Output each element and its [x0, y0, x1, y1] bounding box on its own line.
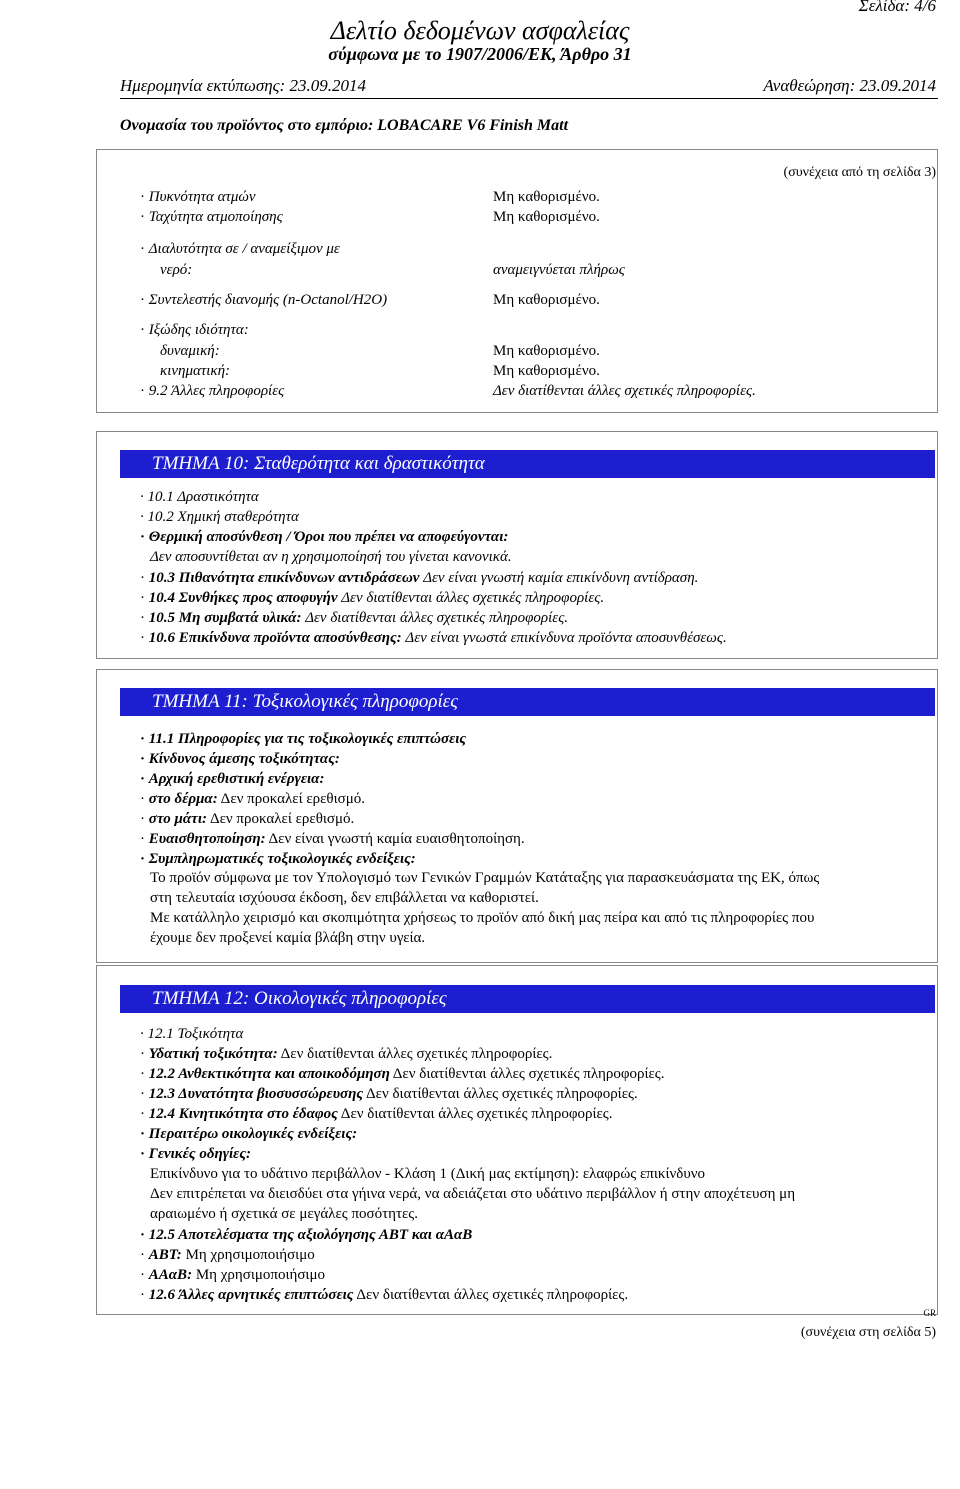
item-label: 12.6 Άλλες αρνητικές επιπτώσεις [148, 1287, 354, 1303]
item-value: Μη χρησιμοποιήσιμο [195, 1267, 326, 1283]
property-label: · Διαλυτότητα σε / αναμείξιμον με [140, 241, 340, 258]
document-subtitle: σύμφωνα με το 1907/2006/ΕΚ, Άρθρο 31 [328, 44, 632, 64]
continued-to: (συνέχεια στη σελίδα 5) [800, 1325, 936, 1340]
item-label: Περαιτέρω οικολογικές ενδείξεις: [148, 1126, 358, 1142]
property-value: Μη καθορισμένο. [493, 292, 600, 308]
print-date: Ημερομηνία εκτύπωσης: 23.09.2014 [120, 76, 366, 95]
list-item: · 10.3 Πιθανότητα επικίνδυνων αντιδράσεων Δεν είναι γνωστή καμία επικίνδυνη αντίδραση. [140, 570, 699, 586]
language-code: GR [923, 1308, 936, 1318]
list-item: · Αρχική ερεθιστική ενέργεια: [140, 771, 325, 787]
item-value: Δεν προκαλεί ερεθισμό. [220, 791, 366, 807]
item-label: 10.5 Μη συμβατά υλικά: [148, 610, 302, 626]
paragraph-line: Επικίνδυνο για το υδάτινο περιβάλλον - Κλάση 1 (Δική μας εκτίμηση): ελαφρώς επικίνδυνο [150, 1166, 706, 1182]
property-label: · Συντελεστής διανομής (n-Octanol/H2O) [140, 292, 387, 309]
section-12-title: ΤΜΗΜΑ 12: Οικολογικές πληροφορίες [152, 988, 447, 1009]
property-value: αναμειγνύεται πλήρως [493, 262, 625, 278]
item-value: Δεν διατίθενται άλλες σχετικές πληροφορίες. [340, 1106, 613, 1122]
property-label: · 9.2 Άλλες πληροφορίες [140, 383, 284, 400]
page-number: Σελίδα: 4/6 [858, 0, 936, 15]
item-label: Κίνδυνος άμεσης τοξικότητας: [148, 751, 340, 767]
list-item: · Γενικές οδηγίες: [140, 1146, 251, 1162]
item-value: Δεν διατίθενται άλλες σχετικές πληροφορίες. [341, 590, 605, 606]
item-label: 10.6 Επικίνδυνα προϊόντα αποσύνθεσης: [148, 630, 402, 646]
item-label: 11.1 Πληροφορίες για τις τοξικολογικές επιπτώσεις [148, 731, 467, 747]
item-label: Θερμική αποσύνθεση / Όροι που πρέπει να αποφεύγονται: [148, 529, 509, 545]
item-label: ΑΑαΒ: [148, 1267, 193, 1283]
list-item: · 10.4 Συνθήκες προς αποφυγήν Δεν διατίθενται άλλες σχετικές πληροφορίες. [140, 590, 605, 606]
item-label: Συμπληρωματικές τοξικολογικές ενδείξεις: [148, 851, 416, 867]
item-label: Γενικές οδηγίες: [148, 1146, 251, 1162]
item-value: Δεν είναι γνωστή καμία επικίνδυνη αντίδραση. [423, 570, 699, 586]
item-text: Δεν αποσυντίθεται αν η χρησιμοποίησή του γίνεται κανονικά. [150, 549, 512, 565]
item-label: 10.4 Συνθήκες προς αποφυγήν [148, 590, 338, 606]
section-10-header [120, 450, 935, 478]
property-value: Μη καθορισμένο. [493, 343, 600, 359]
item-label: 10.3 Πιθανότητα επικίνδυνων αντιδράσεων [148, 570, 420, 586]
header-divider [120, 98, 938, 99]
item-label: Αρχική ερεθιστική ενέργεια: [148, 771, 325, 787]
list-item: · 12.6 Άλλες αρνητικές επιπτώσεις Δεν διατίθενται άλλες σχετικές πληροφορίες. [140, 1287, 629, 1303]
list-item: · 10.6 Επικίνδυνα προϊόντα αποσύνθεσης: Δεν είναι γνωστά επικίνδυνα προϊόντα αποσυνθέσεως. [140, 630, 727, 646]
list-item: · 10.1 Δραστικότητα [140, 489, 259, 505]
section-10-title: ΤΜΗΜΑ 10: Σταθερότητα και δραστικότητα [152, 453, 485, 474]
property-value: Μη καθορισμένο. [493, 189, 600, 205]
list-item: · Θερμική αποσύνθεση / Όροι που πρέπει να αποφεύγονται: [140, 529, 509, 545]
property-label: · Πυκνότητα ατμών [140, 189, 256, 206]
revision-date: Αναθεώρηση: 23.09.2014 [763, 76, 936, 95]
item-label: Υδατική τοξικότητα: [148, 1046, 278, 1062]
item-label: 12.4 Κινητικότητα στο έδαφος [148, 1106, 338, 1122]
item-label: 10.2 Χημική σταθερότητα [147, 509, 299, 525]
paragraph-line: Το προϊόν σύμφωνα με τον Υπολογισμό των Γενικών Γραμμών Κατάταξης για παρασκευάσματα της ΕΚ, όπως [150, 870, 820, 886]
item-value: Δεν διατίθενται άλλες σχετικές πληροφορίες. [366, 1086, 638, 1102]
paragraph-line: αραιωμένο ή σχετικά σε μεγάλες ποσότητες. [150, 1206, 418, 1222]
item-label: 12.3 Δυνατότητα βιοσυσσώρευσης [148, 1086, 364, 1102]
document-title: Δελτίο δεδομένων ασφαλείας [330, 16, 630, 45]
list-item: · Ευαισθητοποίηση: Δεν είναι γνωστή καμία ευαισθητοποίηση. [140, 831, 525, 847]
item-label: στο μάτι: [148, 811, 207, 827]
list-item: · στο μάτι: Δεν προκαλεί ερεθισμό. [140, 811, 355, 827]
property-value: Δεν διατίθενται άλλες σχετικές πληροφορίες. [493, 383, 756, 399]
item-label: 10.1 Δραστικότητα [147, 489, 259, 505]
property-label-cont: νερό: [160, 262, 193, 278]
item-label: ΑΒΤ: [148, 1247, 182, 1263]
item-label: 12.1 Τοξικότητα [147, 1026, 244, 1042]
list-item: · 12.2 Ανθεκτικότητα και αποικοδόμηση Δεν διατίθενται άλλες σχετικές πληροφορίες. [140, 1066, 665, 1082]
paragraph-line: έχουμε δεν προξενεί καμία βλάβη στην υγεία. [150, 930, 426, 946]
list-item: · 10.5 Μη συμβατά υλικά: Δεν διατίθενται άλλες σχετικές πληροφορίες. [140, 610, 569, 626]
item-value: Δεν διατίθενται άλλες σχετικές πληροφορίες. [392, 1066, 665, 1082]
section-11-header [120, 688, 935, 716]
list-item: · στο δέρμα: Δεν προκαλεί ερεθισμό. [140, 791, 366, 807]
property-label: · Ταχύτητα ατμοποίησης [140, 209, 283, 226]
item-label: 12.5 Αποτελέσματα της αξιολόγησης ΑΒΤ και αΑαΒ [148, 1227, 473, 1243]
list-item: · 10.2 Χημική σταθερότητα [140, 509, 299, 525]
item-value: Δεν διατίθενται άλλες σχετικές πληροφορίες. [305, 610, 569, 626]
item-label: Ευαισθητοποίηση: [148, 831, 266, 847]
property-label: δυναμική: [160, 343, 220, 359]
paragraph-line: Δεν επιτρέπεται να διεισδύει στα γήινα νερά, να αδειάζεται στο υδάτινο περιβάλλον ή στην αποχέτευση μη [150, 1186, 796, 1202]
list-item: · ΑΑαΒ: Μη χρησιμοποιήσιμο [140, 1267, 326, 1283]
property-label: · Ιξώδης ιδιότητα: [140, 322, 249, 339]
product-name: Ονομασία του προϊόντος στο εμπόριο: LOBACARE V6 Finish Matt [120, 117, 569, 134]
list-item: · 11.1 Πληροφορίες για τις τοξικολογικές επιπτώσεις [140, 731, 467, 747]
list-item: · Περαιτέρω οικολογικές ενδείξεις: [140, 1126, 358, 1142]
section-12-header [120, 985, 935, 1013]
item-value: Δεν διατίθενται άλλες σχετικές πληροφορίες. [280, 1046, 553, 1062]
item-value: Μη χρησιμοποιήσιμο [185, 1247, 315, 1263]
list-item: · Συμπληρωματικές τοξικολογικές ενδείξεις: [140, 851, 416, 867]
list-item: · 12.1 Τοξικότητα [140, 1026, 244, 1042]
paragraph-line: στη τελευταία ισχύουσα έκδοση, δεν επιβάλλεται να καθοριστεί. [150, 890, 539, 906]
item-value: Δεν προκαλεί ερεθισμό. [209, 811, 355, 827]
item-value: Δεν είναι γνωστά επικίνδυνα προϊόντα αποσυνθέσεως. [405, 630, 727, 646]
property-value: Μη καθορισμένο. [493, 363, 600, 379]
item-label: 12.2 Ανθεκτικότητα και αποικοδόμηση [148, 1066, 390, 1082]
property-value: Μη καθορισμένο. [493, 209, 600, 225]
item-value: Δεν είναι γνωστή καμία ευαισθητοποίηση. [268, 831, 525, 847]
list-item: · Υδατική τοξικότητα: Δεν διατίθενται άλλες σχετικές πληροφορίες. [140, 1046, 553, 1062]
continued-from: (συνέχεια από τη σελίδα 3) [783, 165, 936, 180]
list-item: · Κίνδυνος άμεσης τοξικότητας: [140, 751, 340, 767]
list-item: · ΑΒΤ: Μη χρησιμοποιήσιμο [140, 1247, 315, 1263]
property-label: κινηματική: [160, 363, 231, 379]
paragraph-line: Με κατάλληλο χειρισμό και σκοπιμότητα χρήσεως το προϊόν από δική μας πείρα και από τις πληροφορίες που [150, 910, 815, 926]
list-item: · 12.3 Δυνατότητα βιοσυσσώρευσης Δεν διατίθενται άλλες σχετικές πληροφορίες. [140, 1086, 638, 1102]
list-item: · 12.4 Κινητικότητα στο έδαφος Δεν διατίθενται άλλες σχετικές πληροφορίες. [140, 1106, 613, 1122]
list-item: · 12.5 Αποτελέσματα της αξιολόγησης ΑΒΤ και αΑαΒ [140, 1227, 473, 1243]
item-label: στο δέρμα: [148, 791, 218, 807]
item-value: Δεν διατίθενται άλλες σχετικές πληροφορίες. [356, 1287, 629, 1303]
section-11-title: ΤΜΗΜΑ 11: Τοξικολογικές πληροφορίες [152, 691, 458, 712]
